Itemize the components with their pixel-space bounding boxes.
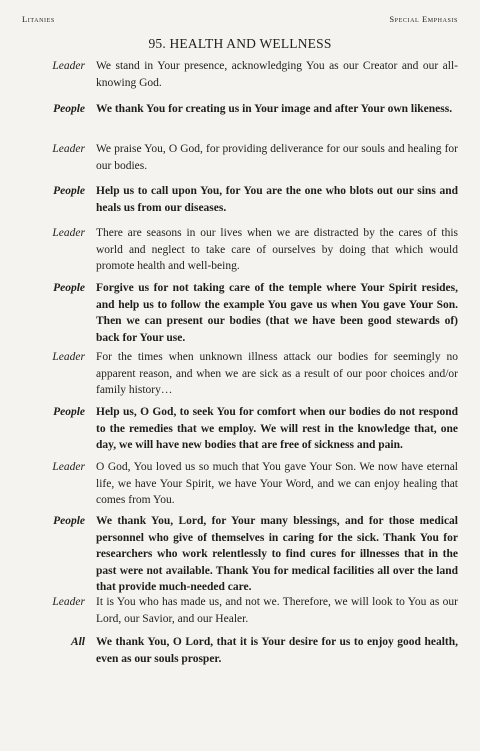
speaker-label: Leader bbox=[52, 351, 85, 363]
running-header-right: Special Emphasis bbox=[389, 14, 458, 24]
response-text: Help us to call upon You, for You are the one who blots out our sins and heals us from our diseases. bbox=[96, 185, 458, 214]
response-text: It is You who has made us, and not we. Therefore, we will look to You as our Lord, our Savior, and our Healer. bbox=[96, 596, 458, 625]
speaker-label: People bbox=[53, 406, 85, 418]
response-text: There are seasons in our lives when we are distracted by the cares of this world and neglect to take care of ourselves by doing that which would promote health and well-being. bbox=[96, 227, 458, 272]
response-text: We thank You, O Lord, that it is Your desire for us to enjoy good health, even as our souls prosper. bbox=[96, 636, 458, 665]
response-text: We praise You, O God, for providing deliverance for our souls and healing for our bodies. bbox=[96, 143, 458, 172]
speaker-label: People bbox=[53, 185, 85, 197]
speaker-label: Leader bbox=[52, 596, 85, 608]
speaker-label: People bbox=[53, 103, 85, 115]
speaker-label: Leader bbox=[52, 227, 85, 239]
response-text: Help us, O God, to seek You for comfort when our bodies do not respond to the remedies that we employ. We will rest in the knowledge that, one day, we will have new bodies that are free of sickness and pain. bbox=[96, 406, 458, 451]
running-header-left: Litanies bbox=[22, 14, 55, 24]
page-title: 95. HEALTH AND WELLNESS bbox=[148, 36, 332, 51]
response-text: We thank You for creating us in Your image and after Your own likeness. bbox=[96, 103, 453, 115]
speaker-label: Leader bbox=[52, 143, 85, 155]
response-text: Forgive us for not taking care of the temple where Your Spirit resides, and help us to follow the example You gave us when You gave Your Son. Then we can present our bodies (that we have been good stewards of) back for Your use. bbox=[96, 282, 458, 344]
speaker-label: Leader bbox=[52, 461, 85, 473]
response-text: O God, You loved us so much that You gave Your Son. We now have eternal life, we have Your Spirit, we have Your Word, and we can enjoy healing that comes from You. bbox=[96, 461, 458, 506]
running-header bbox=[22, 14, 458, 24]
speaker-label: All bbox=[70, 636, 85, 648]
speaker-label: People bbox=[53, 515, 85, 527]
speaker-label: People bbox=[53, 282, 85, 294]
speaker-label: Leader bbox=[52, 60, 85, 72]
response-text: For the times when unknown illness attack our bodies for seemingly no apparent reason, and when we are sick as a result of our poor choices and/or family history… bbox=[96, 351, 458, 396]
response-text: We stand in Your presence, acknowledging You as our Creator and our all-knowing God. bbox=[96, 60, 458, 89]
response-text: We thank You, Lord, for Your many blessings, and for those medical personnel who give of themselves in caring for the sick. Thank You for researchers who work relentlessly to find cures for illnesses that in the past were not available. Thank You for medical facilities all over the land that provide much-needed care. bbox=[96, 515, 458, 593]
